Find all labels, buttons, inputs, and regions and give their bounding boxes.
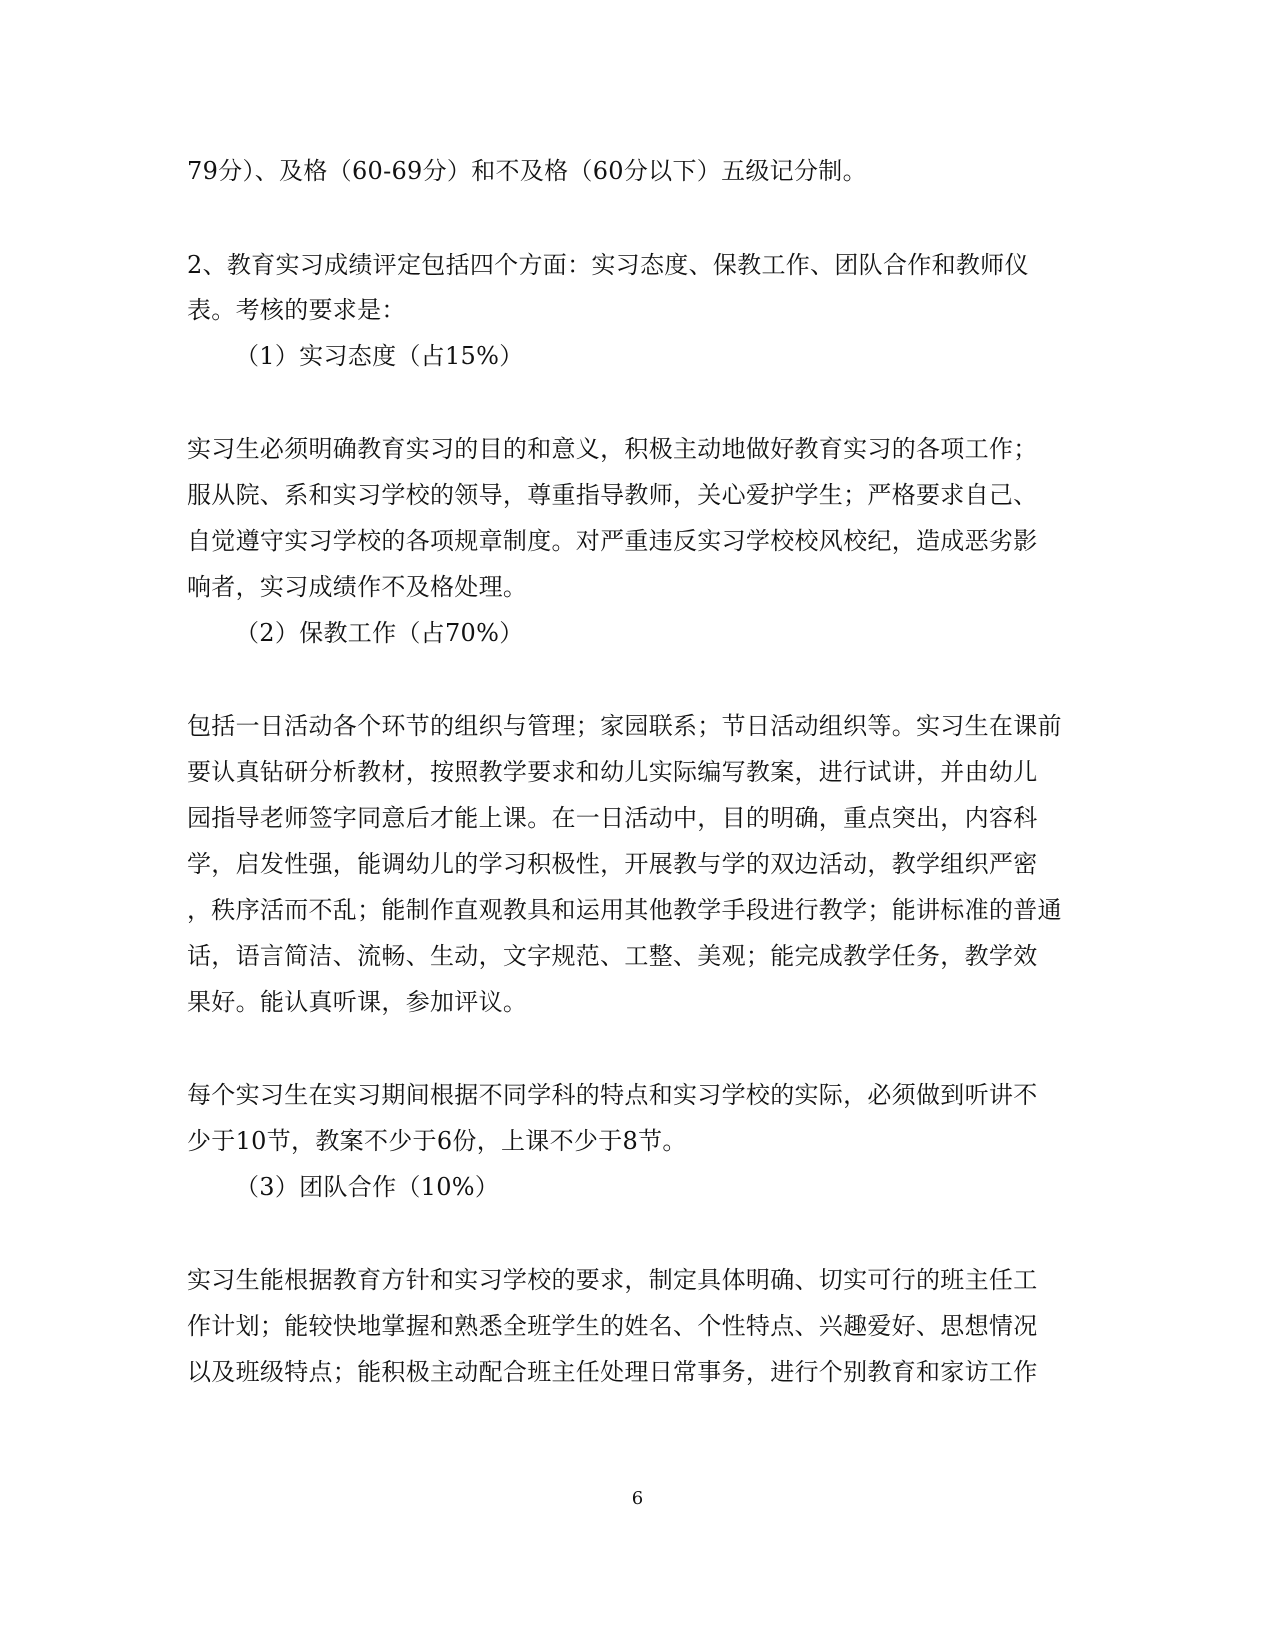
text-line: 少于10节，教案不少于6份，上课不少于8节。 [187,1127,687,1155]
text-line: 以及班级特点；能积极主动配合班主任处理日常事务，进行个别教育和家访工作 [187,1358,1038,1386]
section-heading: （3）团队合作（10%） [235,1173,500,1201]
section-heading: （2）保教工作（占70%） [235,619,524,647]
section-heading: （1）实习态度（占15%） [235,342,524,370]
text-line: 79分）、及格（60-69分）和不及格（60分以下）五级记分制。 [187,157,867,185]
text-line: 自觉遵守实习学校的各项规章制度。对严重违反实习学校校风校纪，造成恶劣影 [187,527,1038,555]
text-line: 实习生必须明确教育实习的目的和意义，积极主动地做好教育实习的各项工作； [187,435,1038,463]
text-line: 学，启发性强，能调幼儿的学习积极性，开展教与学的双边活动，教学组织严密 [187,850,1038,878]
text-line: 实习生能根据教育方针和实习学校的要求，制定具体明确、切实可行的班主任工 [187,1266,1038,1294]
text-line: 每个实习生在实习期间根据不同学科的特点和实习学校的实际，必须做到听讲不 [187,1081,1038,1109]
text-line: 作计划；能较快地掌握和熟悉全班学生的姓名、个性特点、兴趣爱好、思想情况 [187,1312,1038,1340]
text-line: 响者，实习成绩作不及格处理。 [187,573,528,601]
text-line: 表。考核的要求是： [187,296,406,324]
text-line: 园指导老师签字同意后才能上课。在一日活动中，目的明确，重点突出，内容科 [187,804,1038,832]
text-line: ，秩序活而不乱；能制作直观教具和运用其他教学手段进行教学；能讲标准的普通 [187,896,1062,924]
text-line: 2、教育实习成绩评定包括四个方面：实习态度、保教工作、团队合作和教师仪 [187,251,1029,279]
text-line: 包括一日活动各个环节的组织与管理；家园联系；节日活动组织等。实习生在课前 [187,712,1062,740]
text-line: 话，语言简洁、流畅、生动，文字规范、工整、美观；能完成教学任务，教学效 [187,942,1038,970]
text-line: 果好。能认真听课，参加评议。 [187,988,528,1016]
text-line: 要认真钻研分析教材，按照教学要求和幼儿实际编写教案，进行试讲，并由幼儿 [187,758,1038,786]
page-number: 6 [631,1488,644,1509]
text-line: 服从院、系和实习学校的领导，尊重指导教师，关心爱护学生；严格要求自己、 [187,481,1038,509]
